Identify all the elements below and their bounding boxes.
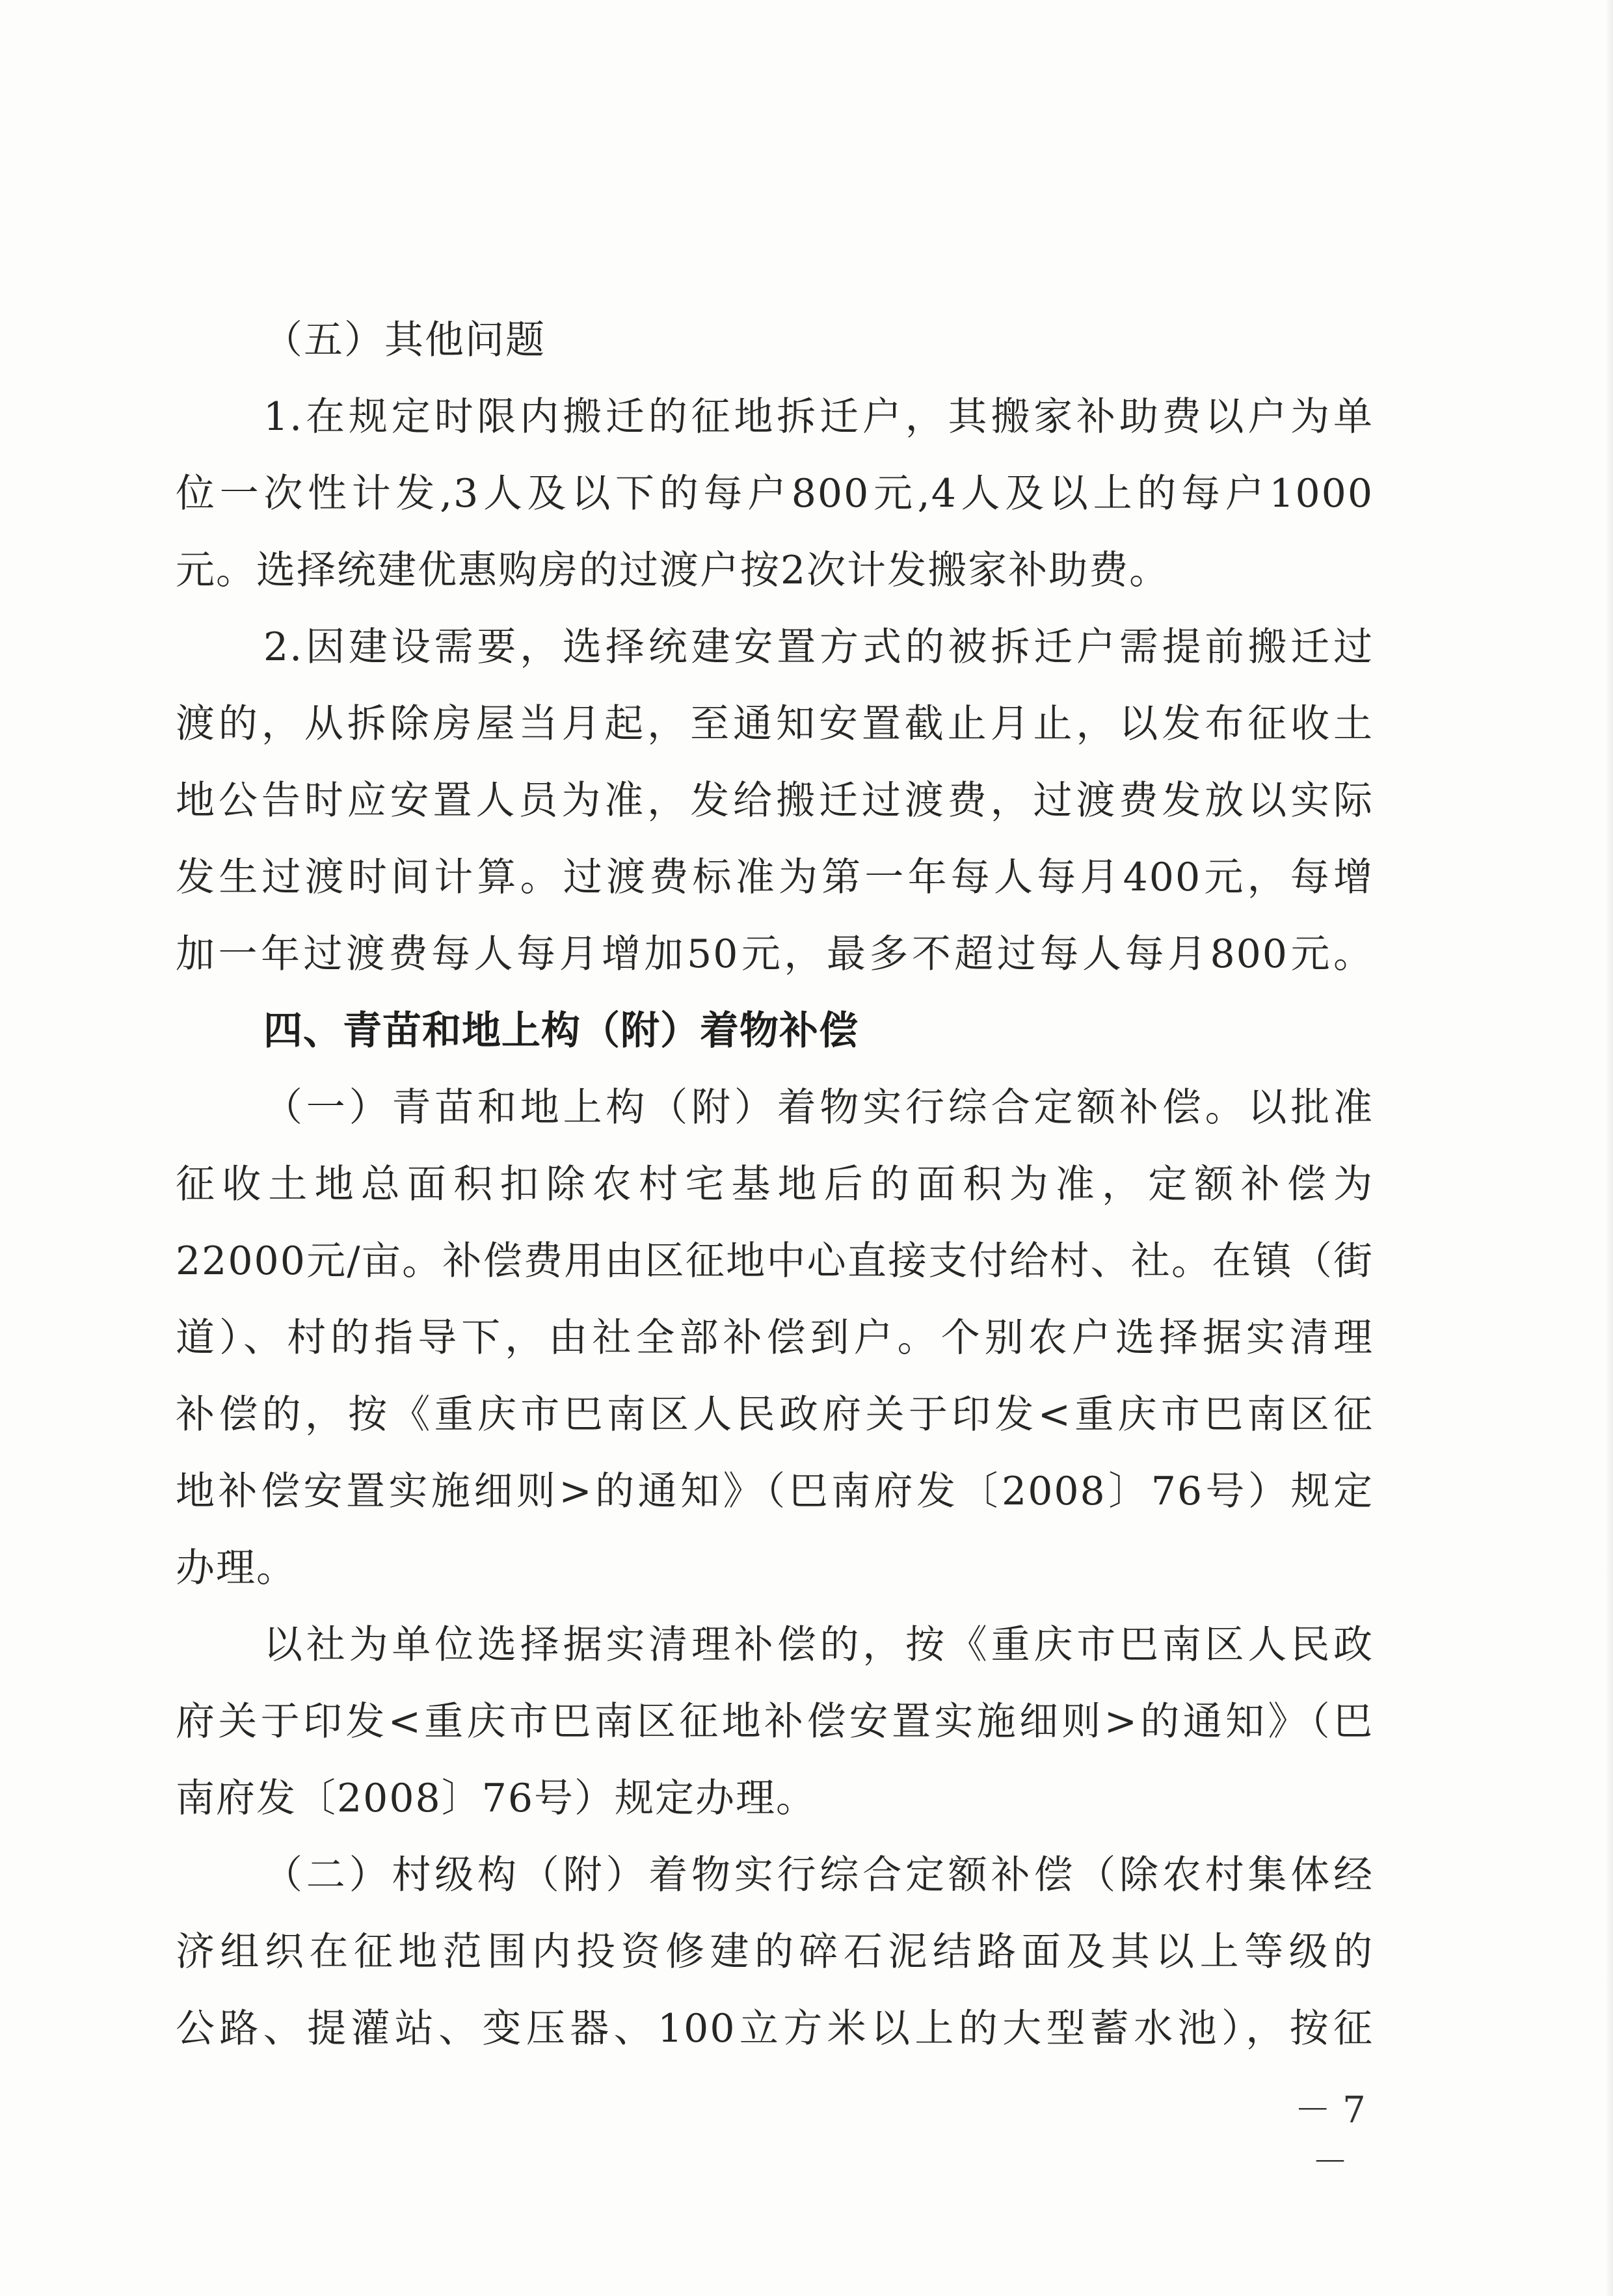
paragraph-line: 以社为单位选择据实清理补偿的，按《重庆市巴南区人民政 bbox=[263, 1622, 1374, 1668]
paragraph-line: 发生过渡时间计算。过渡费标准为第一年每人每月400元，每增 bbox=[176, 855, 1374, 900]
paragraph-line: 道）、村的指导下，由社全部补偿到户。个别农户选择据实清理 bbox=[176, 1315, 1374, 1361]
paragraph-line: 元。选择统建优惠购房的过渡户按2次计发搬家补助费。 bbox=[176, 548, 1170, 593]
paragraph-line: （二）村级构（附）着物实行综合定额补偿（除农村集体经 bbox=[263, 1852, 1374, 1898]
paragraph-line: 济组织在征地范围内投资修建的碎石泥结路面及其以上等级的 bbox=[176, 1929, 1374, 1975]
section-heading: 四、青苗和地上构（附）着物补偿 bbox=[263, 1008, 859, 1054]
paragraph-line: 补偿的，按《重庆市巴南区人民政府关于印发<重庆市巴南区征 bbox=[176, 1392, 1374, 1437]
paragraph-line: 地公告时应安置人员为准，发给搬迁过渡费，过渡费发放以实际 bbox=[176, 778, 1374, 823]
paragraph-line: 办理。 bbox=[176, 1545, 297, 1591]
paragraph-line: 地补偿安置实施细则>的通知》（巴南府发〔2008〕76号）规定 bbox=[176, 1469, 1374, 1514]
section-subheading: （五）其他问题 bbox=[263, 317, 546, 363]
paragraph-line: 府关于印发<重庆市巴南区征地补偿安置实施细则>的通知》（巴 bbox=[176, 1699, 1374, 1744]
paragraph-line: 渡的，从拆除房屋当月起，至通知安置截止月止，以发布征收土 bbox=[176, 701, 1374, 747]
paragraph-line: （一）青苗和地上构（附）着物实行综合定额补偿。以批准 bbox=[263, 1085, 1374, 1130]
page-edge-shadow bbox=[1605, 0, 1613, 2296]
paragraph-line: 2.因建设需要，选择统建安置方式的被拆迁户需提前搬迁过 bbox=[263, 624, 1374, 670]
paragraph-line: 1.在规定时限内搬迁的征地拆迁户，其搬家补助费以户为单 bbox=[263, 394, 1374, 440]
paragraph-line: 位一次性计发,3人及以下的每户800元,4人及以上的每户1000 bbox=[176, 471, 1374, 516]
paragraph-line: 南府发〔2008〕76号）规定办理。 bbox=[176, 1776, 817, 1821]
paragraph-line: 加一年过渡费每人每月增加50元，最多不超过每人每月800元。 bbox=[176, 931, 1374, 977]
paragraph-line: 22000元/亩。补偿费用由区征地中心直接支付给村、社。在镇（街 bbox=[176, 1238, 1374, 1284]
paragraph-line: 征收土地总面积扣除农村宅基地后的面积为准，定额补偿为 bbox=[176, 1162, 1374, 1207]
page-number: － 7 － bbox=[1294, 2089, 1366, 2183]
paragraph-line: 公路、提灌站、变压器、100立方米以上的大型蓄水池），按征 bbox=[176, 2006, 1374, 2051]
